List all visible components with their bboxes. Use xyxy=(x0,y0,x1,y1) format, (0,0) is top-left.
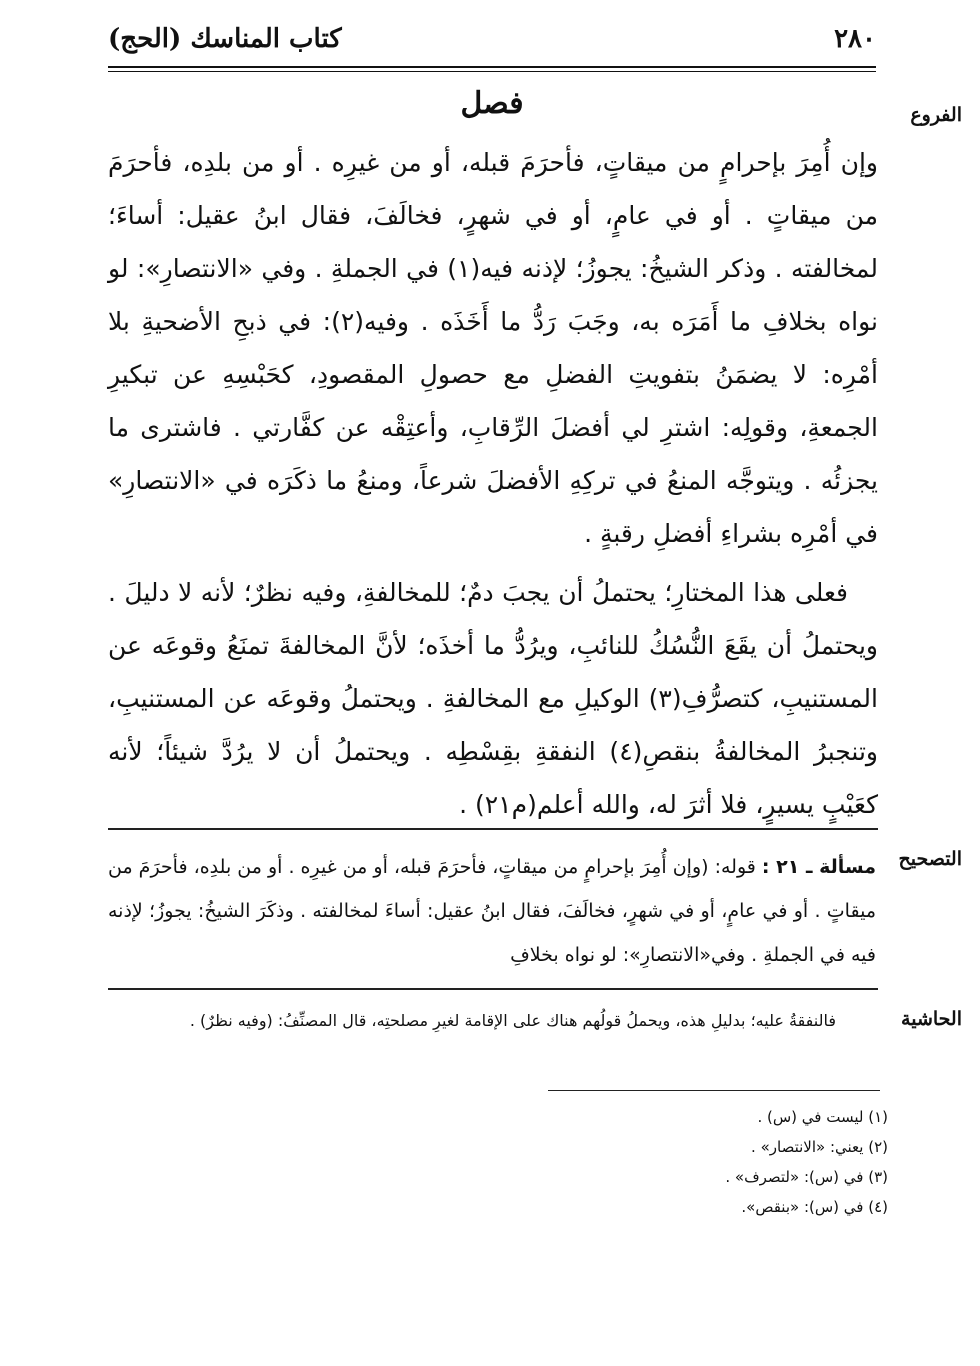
running-title: كتاب المناسك (الحج) xyxy=(108,24,342,54)
main-paragraph-2: فعلى هذا المختارِ؛ يحتملُ أن يجبَ دمٌ؛ للمخالفةِ، وفيه نظرٌ؛ لأنه لا دليلَ . ويحتملُ أن يقَعَ النُّسُكُ للنائبِ، ويرُدُّ ما أخذَه؛ لأنَّ المخالفةَ تمنَعُ وقوعَه عن المستنيبِ، كتصرُّفِ(٣) الوكيلِ مع المخالفةِ . ويحتملُ وقوعَه عن المستنيبِ، وتنجبرُ المخالفةُ بنقصِ(٤) النفقةِ بقِسْطِه . ويحتملُ أن لا يرُدَّ شيئاً؛ لأنه كعَيْبٍ يسيرٍ، فلا أثرَ له، والله أعلم(م٢١) . xyxy=(108,578,878,819)
footnote-3: (٣) في (س): «لتصرف» . xyxy=(725,1168,888,1186)
masala-number: مسألة ـ ٢١ : xyxy=(761,856,876,878)
tashih-separator xyxy=(108,828,878,830)
footnotes xyxy=(488,1102,888,1222)
tashih-body: قوله: (وإن أُمِرَ بإحرامٍ من ميقاتٍ، فأحرَمَ قبله، أو من غيرِه . أو من بلدِه، فأحرَمَ من ميقاتٍ . أو في عامٍ، أو في شهرٍ، فخالَفَ، فقال ابنُ عقيل: أساءَ لمخالفته . وذكَرَ الشيخُ: يجوزُ؛ لإذنه فيه في الجملةِ . وفي«الانتصارِ»: لو نواه بخلافِ xyxy=(108,856,876,966)
page-number: ٢٨٠ xyxy=(834,24,876,54)
header-rule-thin xyxy=(108,71,876,72)
footnote-4: (٤) في (س): «بنقص». xyxy=(741,1198,888,1216)
label-furu: الفروع xyxy=(910,104,962,126)
hashiya-text: فالنفقةُ عليه؛ بدليلِ هذه، ويحملُ قولُهم هناك على الإقامة لغيرِ مصلحتِه، قال المصنِّفُ: (وفيه نظرٌ) . xyxy=(189,1011,836,1030)
main-paragraph-1: وإن أُمِرَ بإحرامٍ من ميقاتٍ، فأحرَمَ قبله، أو من غيرِه . أو من بلدِه، فأحرَمَ من ميقاتٍ . أو في عامٍ، أو في شهرٍ، فخالَفَ، فقال ابنُ عقيل: أساءَ؛ لمخالفته . وذكر الشيخُ: يجوزُ؛ لإذنه فيه(١) في الجملةِ . وفي «الانتصارِ»: لو نواه بخلافِ ما أَمَرَه به، وجَبَ رَدُّ ما أَخَذَه . وفيه(٢): في ذبحِ الأضحيةِ بلا أمْرِه: لا يضمَنُ بتفويتِ الفضلِ مع حصولِ المقصودِ، كحَبْسِهِ عن تبكيرِ الجمعةِ، وقولِه: اشترِ لي أفضلَ الرِّقابِ، وأعتِقْه عن كفَّارتي . فاشترى ما يجزئُه . ويتوجَّه المنعُ في تركِهِ الأفضلَ شرعاً، ومنعُ ما ذكَرَه في «الانتصارِ» في أمْرِه بشراءِ أفضلِ رقبةٍ . xyxy=(108,148,879,548)
label-hashiya: الحاشية xyxy=(901,1008,962,1030)
section-title: فصل xyxy=(460,86,524,121)
hashiya-separator xyxy=(108,988,878,990)
page-header xyxy=(108,24,876,64)
header-rule xyxy=(108,66,876,68)
main-text xyxy=(108,136,878,831)
footnote-separator xyxy=(548,1090,880,1091)
tashih-text xyxy=(108,845,876,977)
footnote-2: (٢) يعني: «الانتصار» . xyxy=(751,1138,888,1156)
footnote-1: (١) ليست في (س) . xyxy=(757,1108,888,1126)
label-tashih: التصحيح xyxy=(898,848,962,870)
